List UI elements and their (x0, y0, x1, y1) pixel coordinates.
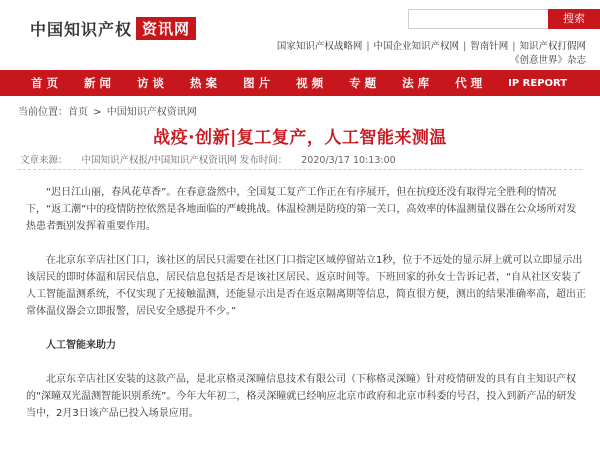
nav-news[interactable]: 新 闻 (84, 76, 112, 90)
logo-badge: 资讯网 (136, 17, 196, 40)
partner-links: 国家知识产权战略网 | 中国企业知识产权网 | 智南针网 | 知识产权打假网 《创意世界》杂志 (276, 41, 586, 66)
article-body (26, 184, 586, 422)
article-title: 战疫·创新|复工复产，人工智能来测温 (153, 128, 447, 148)
search-button[interactable]: 搜索 (548, 9, 600, 29)
main-nav (0, 70, 600, 96)
partner-link[interactable]: 《创意世界》杂志 (509, 55, 586, 66)
source-label: 文章来源： (20, 155, 68, 166)
publish-time: 2020/3/17 10:13:00 (301, 155, 396, 166)
partner-link[interactable]: 中国企业知识产权网 (373, 41, 460, 52)
search-input[interactable] (408, 9, 548, 29)
breadcrumb-current[interactable]: 中国知识产权资讯网 (106, 107, 197, 118)
nav-interviews[interactable]: 访 谈 (137, 76, 165, 90)
breadcrumb-home[interactable]: 首页 (68, 107, 88, 118)
site-logo[interactable] (30, 17, 196, 39)
nav-law-library[interactable]: 法 库 (402, 76, 430, 90)
breadcrumb-prefix: 当前位置： (18, 107, 68, 118)
partner-link[interactable]: 国家知识产权战略网 (276, 41, 363, 52)
breadcrumb-separator: > (93, 107, 102, 118)
article-source: 中国知识产权报/中国知识产权资讯网 (81, 155, 237, 166)
breadcrumb (18, 103, 197, 118)
site-header (0, 0, 600, 70)
time-label: 发布时间： (239, 155, 288, 166)
nav-hot-cases[interactable]: 热 案 (190, 76, 218, 90)
paragraph: 北京东辛店社区安装的这款产品，是北京格灵深瞳信息技术有限公司（下称格灵深瞳）针对疫情研发的具有自主知识产权的“深瞳双光温测智能识别系统”。今年大年初二，格灵深瞳就已经响应北京市政府和北京市科委的号召，投入到新产品的研发当中，2月3日该产品已投入场景应用。 (26, 374, 577, 419)
nav-home[interactable]: 首 页 (31, 76, 59, 90)
partner-link[interactable]: 智南针网 (470, 41, 509, 52)
paragraph: 在北京东辛店社区门口，该社区的居民只需要在社区门口指定区域停留站立1秒，位于不远处的显示屏上就可以立即显示出该居民的即时体温和居民信息，居民信息包括是否是该社区居民、返京时间等。下班回家的孙女士告诉记者，“自从社区安装了人工智能温测系统，不仅实现了无接触温测，还能显示出是否在返京隔离期等信息，简直很方便，测出的结果准确率高，超出正常体温仪器会立即报警，居民安全感提升不少。” (26, 255, 586, 317)
paragraph: “迟日江山丽，春风花草香”。在春意盎然中，全国复工复产工作正在有序展开，但在抗疫还没有取得完全胜利的情况下，“返工潮”中的疫情防控依然是各地面临的严峻挑战。体温检测是防疫的第一关口，高效率的体温测量仪器在公众场所对发热患者甄别发挥着重要作用。 (26, 187, 577, 232)
partner-link[interactable]: 知识产权打假网 (519, 41, 586, 52)
divider (18, 169, 582, 170)
article-meta (20, 152, 396, 166)
nav-agency[interactable]: 代 理 (455, 76, 483, 90)
section-heading: 人工智能来助力 (46, 340, 116, 351)
nav-topics[interactable]: 专 题 (349, 76, 377, 90)
nav-ip-report[interactable]: IP REPORT (508, 77, 568, 89)
logo-text: 中国知识产权 (30, 19, 133, 39)
nav-pictures[interactable]: 图 片 (243, 76, 271, 90)
nav-videos[interactable]: 视 频 (296, 76, 324, 90)
